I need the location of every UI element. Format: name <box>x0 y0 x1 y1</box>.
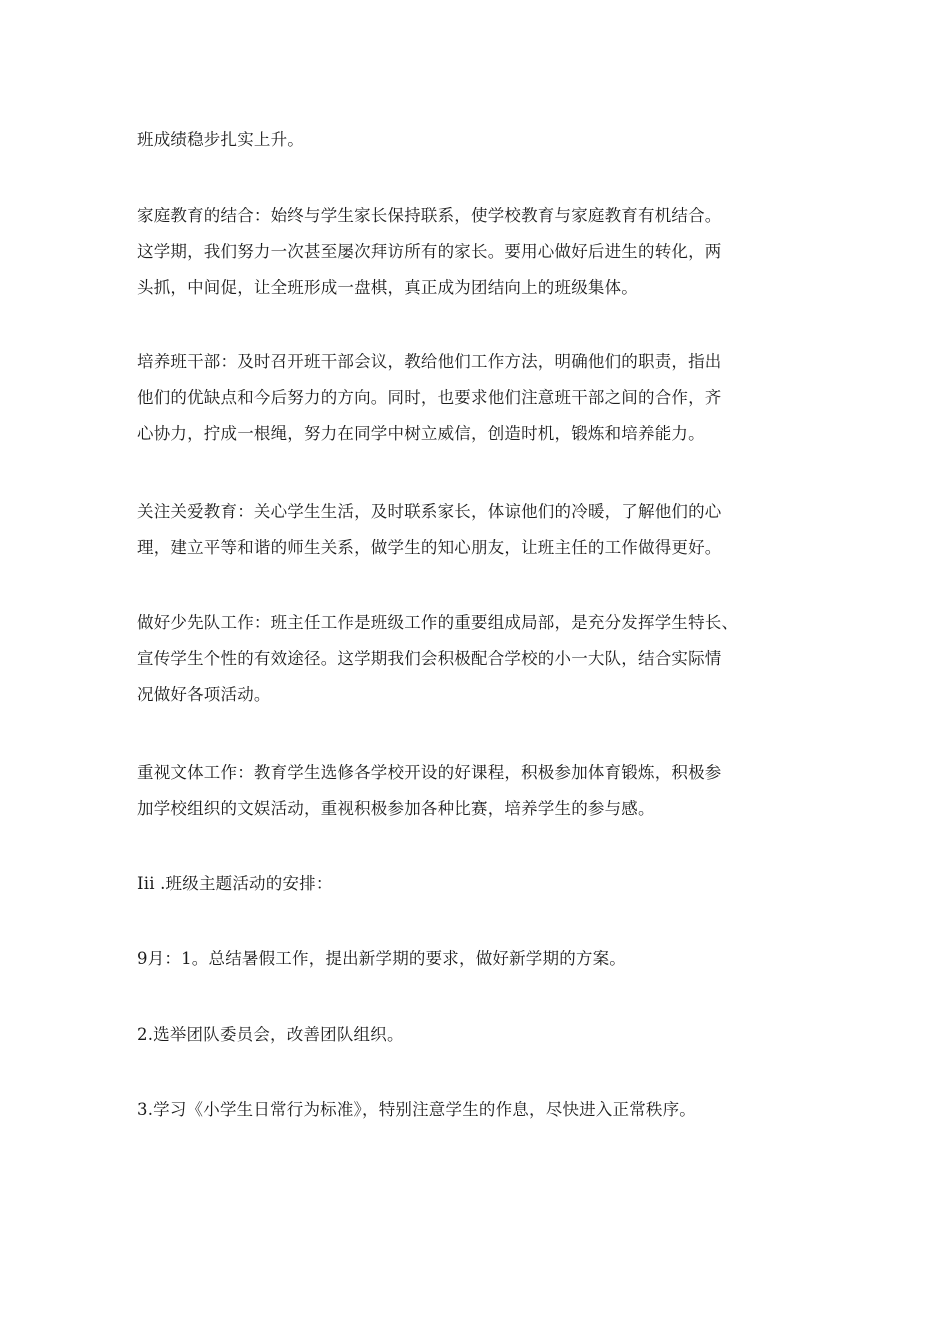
text-line: 头抓，中间促，让全班形成一盘棋，真正成为团结向上的班级集体。 <box>137 278 638 297</box>
text-line: 家庭教育的结合：始终与学生家长保持联系，使学校教育与家庭教育有机结合。 <box>137 206 722 225</box>
paragraph-class-cadre <box>137 344 827 452</box>
text-line: 班成绩稳步扎实上升。 <box>137 130 304 149</box>
list-item-3 <box>137 1092 827 1128</box>
text-line: 3.学习《小学生日常行为标准》，特别注意学生的作息，尽快进入正常秩序。 <box>137 1100 696 1119</box>
text-line: 这学期，我们努力一次甚至屡次拜访所有的家长。要用心做好后进生的转化，两 <box>137 242 722 261</box>
text-line: 做好少先队工作：班主任工作是班级工作的重要组成局部，是充分发挥学生特长、 <box>137 613 739 632</box>
paragraph-culture-sports <box>137 755 827 827</box>
text-line: 宣传学生个性的有效途径。这学期我们会积极配合学校的小一大队，结合实际情 <box>137 649 722 668</box>
text-line: 2.选举团队委员会，改善团队组织。 <box>137 1025 404 1044</box>
text-line: 心协力，拧成一根绳，努力在同学中树立威信，创造时机，锻炼和培养能力。 <box>137 424 705 443</box>
paragraph-family-education <box>137 198 827 306</box>
section-heading-theme-activities <box>137 866 827 902</box>
text-line: 关注关爱教育：关心学生生活，及时联系家长，体谅他们的冷暖，了解他们的心 <box>137 502 722 521</box>
text-line: 加学校组织的文娱活动，重视积极参加各种比赛，培养学生的参与感。 <box>137 799 655 818</box>
text-line: 他们的优缺点和今后努力的方向。同时，也要求他们注意班干部之间的合作，齐 <box>137 388 722 407</box>
paragraph-care-education <box>137 494 827 566</box>
text-line: 况做好各项活动。 <box>137 685 271 704</box>
text-line: 重视文体工作：教育学生选修各学校开设的好课程，积极参加体育锻炼，积极参 <box>137 763 722 782</box>
text-line: 培养班干部：及时召开班干部会议，教给他们工作方法，明确他们的职责，指出 <box>137 352 722 371</box>
text-line: 理，建立平等和谐的师生关系，做学生的知心朋友，让班主任的工作做得更好。 <box>137 538 722 557</box>
text-line: Iii .班级主题活动的安排： <box>137 874 333 893</box>
paragraph-intro-tail <box>137 122 827 158</box>
text-line: 9月：1。总结暑假工作，提出新学期的要求，做好新学期的方案。 <box>137 949 626 968</box>
list-item-september-1 <box>137 941 827 977</box>
paragraph-young-pioneers <box>137 605 827 713</box>
list-item-2 <box>137 1017 827 1053</box>
